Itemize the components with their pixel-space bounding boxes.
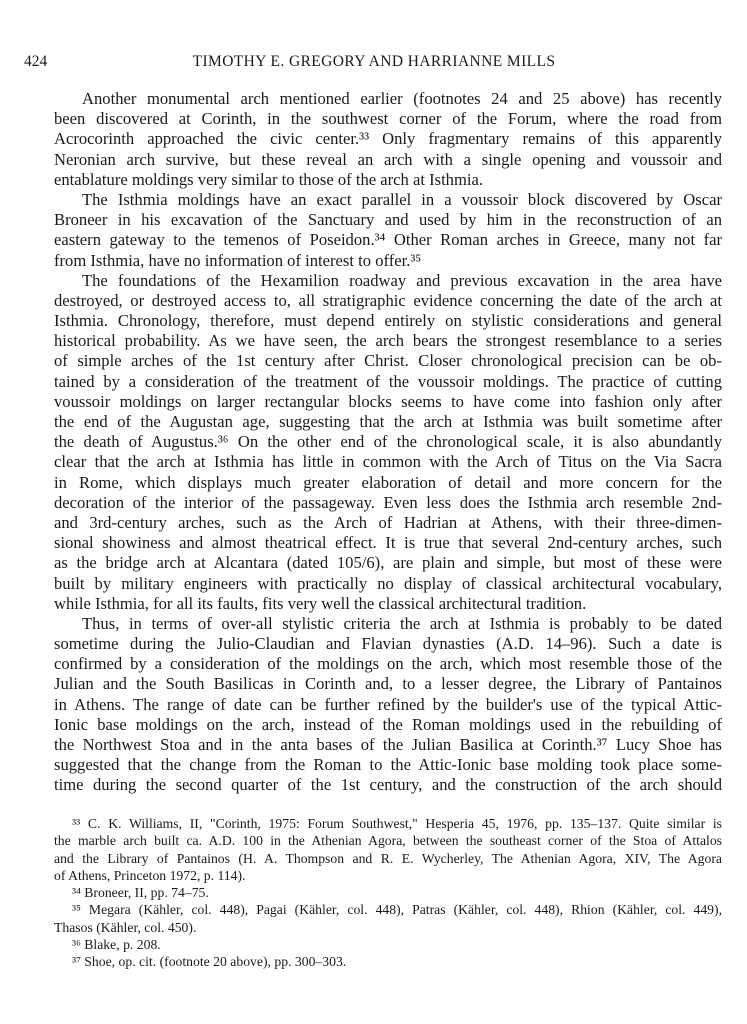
body-line: clear that the arch at Isthmia has little in common with the Arch of Titus on the Via Sacra	[54, 452, 722, 472]
body-line: the end of the Augustan age, suggesting that the arch at Isthmia was built sometime after	[54, 412, 722, 431]
body-line: Acrocorinth approached the civic center.³³ Only fragmentary remains of this apparently	[54, 129, 722, 149]
footnote-line: and the Library of Pantainos (H. A. Thompson and R. E. Wycherley, The Athenian Agora, XIV, The Agora	[54, 850, 722, 866]
footnotes	[54, 815, 722, 971]
footnote-line: the marble arch built ca. A.D. 100 in the Athenian Agora, between the southeast corner of the Stoa of Attalos	[54, 833, 722, 849]
footnote-line: Thasos (Kähler, col. 450).	[54, 919, 197, 935]
body-line: and 3rd-century arches, such as the Arch of Hadrian at Athens, with their three-dimen-	[54, 512, 722, 532]
footnote-line: ³⁵ Megara (Kähler, col. 448), Pagai (Kähler, col. 448), Patras (Kähler, col. 448), Rhion (Kähler, col. 449),	[72, 902, 722, 918]
body-line: entablature moldings very similar to those of the arch at Isthmia.	[54, 169, 484, 189]
running-head: TIMOTHY E. GREGORY AND HARRIANNE MILLS	[192, 53, 556, 70]
body-line: historical probability. As we have seen, the arch bears the strongest resemblance to a series	[54, 331, 722, 351]
body-line: tained by a consideration of the treatment of the voussoir moldings. The practice of cutting	[54, 371, 722, 391]
body-line: from Isthmia, have no information of interest to offer.³⁵	[54, 250, 422, 270]
body-line: sometime during the Julio-Claudian and Flavian dynasties (A.D. 14–96). Such a date is	[54, 634, 722, 654]
body-line: built by military engineers with practically no display of classical architectural vocabulary,	[54, 573, 722, 593]
body-line: time during the second quarter of the 1st century, and the construction of the arch should	[54, 775, 722, 795]
body-line: the Northwest Stoa and in the anta bases of the Julian Basilica at Corinth.³⁷ Lucy Shoe has	[54, 735, 722, 754]
body-line: confirmed by a consideration of the moldings on the arch, which most resemble those of the	[54, 654, 722, 674]
body-line: Another monumental arch mentioned earlier (footnotes 24 and 25 above) has recently	[82, 89, 722, 108]
body-line: suggested that the change from the Roman to the Attic-Ionic base molding took place some-	[54, 755, 722, 775]
body-line: in Rome, which displays much greater elaboration of detail and more concern for the	[54, 472, 722, 492]
body-line: of simple arches of the 1st century after Christ. Closer chronological precision can be ob-	[54, 351, 722, 371]
footnote-line: ³⁶ Blake, p. 208.	[72, 937, 161, 953]
footnote-line: ³⁴ Broneer, II, pp. 74–75.	[72, 885, 209, 901]
body-line: Isthmia. Chronology, therefore, must depend entirely on stylistic considerations and general	[54, 311, 722, 331]
body-line: Thus, in terms of over-all stylistic criteria the arch at Isthmia is probably to be dated	[82, 613, 722, 633]
body-text	[54, 89, 722, 796]
body-line: Broneer in his excavation of the Sanctuary and used by him in the reconstruction of an	[54, 210, 722, 230]
body-line: sional showiness and almost theatrical effect. It is true that several 2nd-century arches, such	[54, 533, 722, 553]
body-line: destroyed, or destroyed access to, all stratigraphic evidence concerning the date of the arch at	[54, 290, 722, 310]
body-line: The Isthmia moldings have an exact parallel in a voussoir block discovered by Oscar	[82, 189, 722, 209]
body-line: while Isthmia, for all its faults, fits very well the classical architectural tradition.	[54, 593, 587, 613]
body-line: the death of Augustus.³⁶ On the other end of the chronological scale, it is also abundantly	[54, 432, 722, 452]
footnote-line: ³⁷ Shoe, op. cit. (footnote 20 above), pp. 300–303.	[72, 954, 347, 970]
body-line: voussoir moldings on larger rectangular blocks seems to have come into fashion only after	[54, 391, 722, 411]
footnote-line: ³³ C. K. Williams, II, "Corinth, 1975: Forum Southwest," Hesperia 45, 1976, pp. 135–137. Quite similar is	[72, 816, 722, 831]
body-line: The foundations of the Hexamilion roadway and previous excavation in the area have	[82, 270, 722, 290]
body-line: decoration of the interior of the passageway. Even less does the Isthmia arch resemble 2nd-	[54, 492, 722, 512]
body-line: eastern gateway to the temenos of Poseidon.³⁴ Other Roman arches in Greece, many not far	[54, 230, 722, 250]
page-header	[24, 50, 724, 74]
body-line: Neronian arch survive, but these reveal an arch with a single opening and voussoir and	[54, 149, 722, 169]
body-line: been discovered at Corinth, in the southwest corner of the Forum, where the road from	[54, 109, 722, 129]
body-line: as the bridge arch at Alcantara (dated 105/6), are plain and simple, but most of these were	[54, 553, 722, 573]
body-line: Ionic base moldings on the arch, instead of the Roman moldings used in the rebuilding of	[54, 714, 722, 734]
page-number: 424	[24, 53, 48, 70]
footnote-line: of Athens, Princeton 1972, p. 114).	[54, 867, 246, 883]
body-line: Julian and the South Basilicas in Corinth and, to a lesser degree, the Library of Pantainos	[54, 674, 722, 694]
body-line: in Athens. The range of date can be further refined by the builder's use of the typical Attic-	[54, 694, 722, 714]
